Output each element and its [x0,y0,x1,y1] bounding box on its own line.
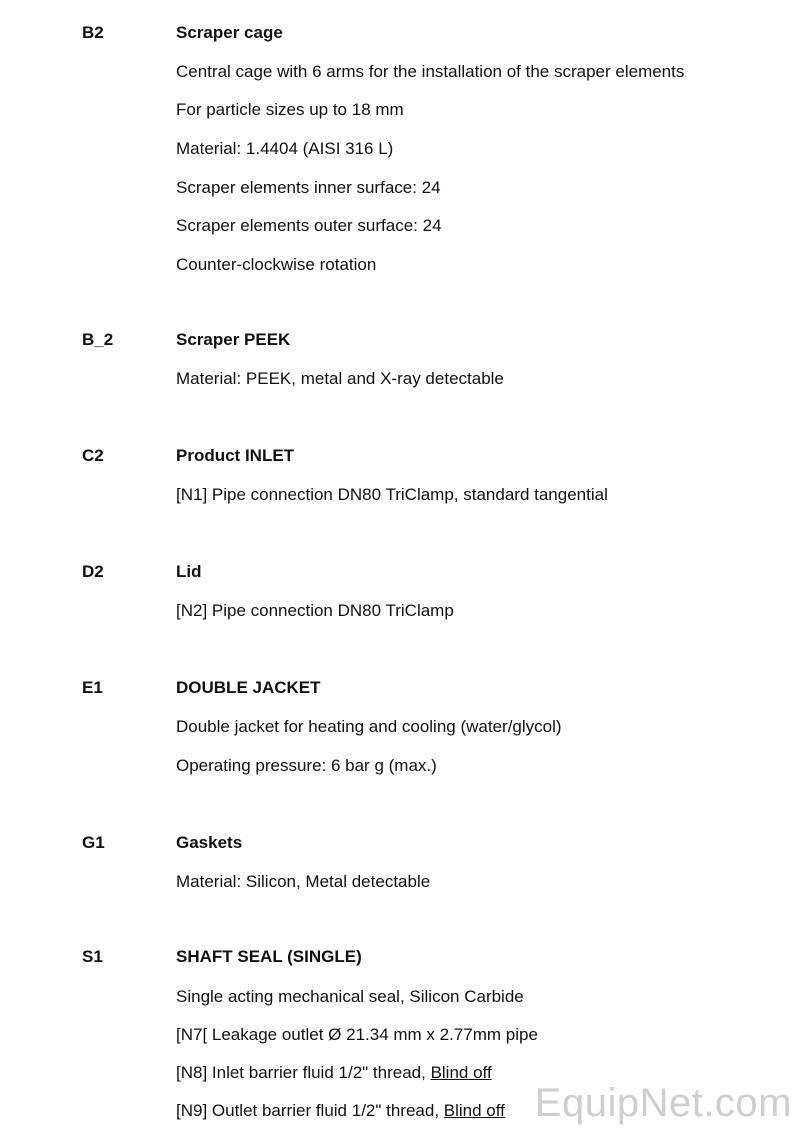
section-line: Material: Silicon, Metal detectable [176,872,431,891]
section-title: SHAFT SEAL (SINGLE) [176,947,362,966]
section-code: B2 [82,23,104,42]
section-line: Central cage with 6 arms for the installation of the scraper elements [176,62,685,81]
section-line: For particle sizes up to 18 mm [176,100,404,119]
section-title: DOUBLE JACKET [176,678,321,697]
section-title: Lid [176,562,202,581]
section-line: Material: 1.4404 (AISI 316 L) [176,139,394,158]
section-title: Scraper cage [176,23,283,42]
section-line-n9 [176,1100,505,1122]
section-line: [N2] Pipe connection DN80 TriClamp [176,601,454,620]
section-line-n8 [176,1062,492,1084]
section-line: Scraper elements inner surface: 24 [176,178,441,197]
section-code: G1 [82,833,105,852]
section-line: Counter-clockwise rotation [176,255,377,274]
section-line: Material: PEEK, metal and X-ray detectable [176,369,504,388]
section-line: Operating pressure: 6 bar g (max.) [176,756,437,775]
section-title: Product INLET [176,446,295,465]
equipnet-watermark: EquipNet.com [534,1081,792,1125]
section-line: [N7[ Leakage outlet Ø 21.34 mm x 2.77mm pipe [176,1025,538,1044]
section-line: [N1] Pipe connection DN80 TriClamp, standard tangential [176,485,608,504]
section-line: Double jacket for heating and cooling (water/glycol) [176,717,562,736]
section-code: D2 [82,562,104,581]
section-code: B_2 [82,330,114,349]
line-text: [N8] Inlet barrier fluid 1/2" thread, [176,1063,431,1082]
blind-off-link[interactable]: Blind off [443,1101,505,1120]
section-code: S1 [82,947,103,966]
section-line: Scraper elements outer surface: 24 [176,216,442,235]
section-title: Scraper PEEK [176,330,291,349]
section-code: C2 [82,446,104,465]
blind-off-link[interactable]: Blind off [430,1063,492,1082]
section-code: E1 [82,678,103,697]
section-title: Gaskets [176,833,243,852]
line-text: [N9] Outlet barrier fluid 1/2" thread, [176,1101,444,1120]
section-line: Single acting mechanical seal, Silicon Carbide [176,987,524,1006]
